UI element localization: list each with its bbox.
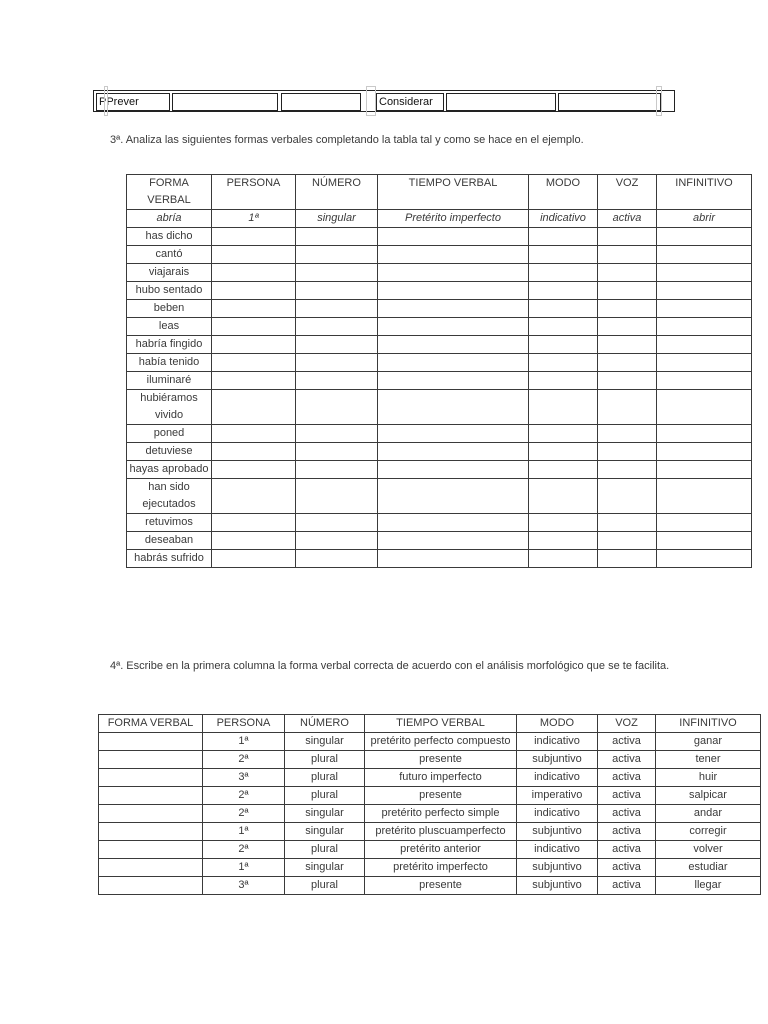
analysis-cell: indicativo	[517, 769, 598, 787]
column-header: NÚMERO	[296, 175, 378, 210]
table-row	[99, 877, 761, 895]
answer-cell[interactable]	[598, 390, 657, 425]
answer-cell[interactable]	[296, 425, 378, 443]
answer-cell[interactable]	[657, 514, 752, 532]
analysis-cell: subjuntivo	[517, 877, 598, 895]
answer-cell[interactable]	[598, 282, 657, 300]
answer-cell[interactable]	[296, 228, 378, 246]
answer-cell[interactable]	[598, 479, 657, 514]
analysis-cell: indicativo	[517, 805, 598, 823]
answer-cell[interactable]	[529, 246, 598, 264]
table-row	[127, 246, 752, 264]
answer-cell[interactable]	[296, 372, 378, 390]
analysis-cell: activa	[598, 823, 656, 841]
analysis-cell: pretérito pluscuamperfecto	[365, 823, 517, 841]
analysis-cell: indicativo	[517, 841, 598, 859]
table-row	[99, 823, 761, 841]
column-header: VOZ	[598, 715, 656, 733]
answer-cell[interactable]	[212, 318, 296, 336]
analysis-cell: plural	[285, 787, 365, 805]
answer-cell[interactable]	[212, 443, 296, 461]
exercise-4-instruction: 4ª. Escribe en la primera columna la forma verbal correcta de acuerdo con el análisis morfológico que se te facilita.	[110, 660, 670, 672]
analysis-cell: plural	[285, 877, 365, 895]
prever-box[interactable]	[96, 93, 170, 111]
answer-cell[interactable]	[598, 336, 657, 354]
analysis-cell: 1ª	[203, 733, 285, 751]
answer-cell[interactable]	[212, 390, 296, 425]
verb-form-cell: hubo sentado	[127, 282, 212, 300]
verb-form-answer-cell[interactable]	[99, 769, 203, 787]
table-row	[127, 300, 752, 318]
answer-cell[interactable]	[529, 264, 598, 282]
answer-cell[interactable]	[598, 300, 657, 318]
analysis-cell: subjuntivo	[517, 823, 598, 841]
answer-cell[interactable]	[598, 318, 657, 336]
column-header: PERSONA	[203, 715, 285, 733]
answer-cell[interactable]	[296, 532, 378, 550]
answer-cell[interactable]	[212, 425, 296, 443]
prever-answer-box-1[interactable]	[172, 93, 278, 111]
analysis-cell: 1ª	[203, 859, 285, 877]
verb-form-answer-cell[interactable]	[99, 823, 203, 841]
table-row	[127, 550, 752, 568]
analysis-cell: 1ª	[203, 823, 285, 841]
verb-form-cell: poned	[127, 425, 212, 443]
answer-cell[interactable]	[212, 228, 296, 246]
verb-form-cell: cantó	[127, 246, 212, 264]
analysis-cell: activa	[598, 769, 656, 787]
table-row	[99, 733, 761, 751]
answer-cell[interactable]	[529, 390, 598, 425]
table-row	[127, 532, 752, 550]
exercise-4-table	[98, 714, 761, 895]
answer-cell[interactable]	[657, 300, 752, 318]
answer-cell[interactable]	[657, 461, 752, 479]
example-cell: singular	[296, 210, 378, 228]
verb-form-cell: abría	[127, 210, 212, 228]
answer-cell[interactable]	[296, 461, 378, 479]
analysis-cell: estudiar	[656, 859, 761, 877]
analysis-cell: huir	[656, 769, 761, 787]
answer-cell[interactable]	[296, 300, 378, 318]
verb-form-cell: leas	[127, 318, 212, 336]
analysis-cell: corregir	[656, 823, 761, 841]
answer-cell[interactable]	[529, 532, 598, 550]
analysis-cell: singular	[285, 733, 365, 751]
analysis-cell: plural	[285, 769, 365, 787]
table-row	[127, 461, 752, 479]
answer-cell[interactable]	[378, 246, 529, 264]
considerar-answer-box-2[interactable]	[558, 93, 661, 111]
answer-cell[interactable]	[657, 264, 752, 282]
answer-cell[interactable]	[598, 246, 657, 264]
analysis-cell: ganar	[656, 733, 761, 751]
analysis-cell: subjuntivo	[517, 751, 598, 769]
analysis-cell: activa	[598, 805, 656, 823]
answer-cell[interactable]	[296, 390, 378, 425]
verb-form-cell: deseaban	[127, 532, 212, 550]
verb-form-cell: hayas aprobado	[127, 461, 212, 479]
answer-cell[interactable]	[657, 246, 752, 264]
answer-cell[interactable]	[378, 264, 529, 282]
answer-cell[interactable]	[378, 300, 529, 318]
column-header: INFINITIVO	[657, 175, 752, 210]
answer-cell[interactable]	[378, 318, 529, 336]
column-header: INFINITIVO	[656, 715, 761, 733]
example-row	[127, 210, 752, 228]
verb-form-cell: hubiéramos vivido	[127, 390, 212, 425]
analysis-cell: 2ª	[203, 787, 285, 805]
table-row	[127, 282, 752, 300]
answer-cell[interactable]	[378, 443, 529, 461]
answer-cell[interactable]	[598, 550, 657, 568]
table-row	[127, 425, 752, 443]
table-row	[99, 769, 761, 787]
analysis-cell: pretérito anterior	[365, 841, 517, 859]
table-row	[127, 479, 752, 514]
analysis-cell: 2ª	[203, 841, 285, 859]
answer-cell[interactable]	[212, 354, 296, 372]
verb-form-answer-cell[interactable]	[99, 733, 203, 751]
answer-cell[interactable]	[657, 318, 752, 336]
answer-cell[interactable]	[529, 300, 598, 318]
answer-cell[interactable]	[378, 282, 529, 300]
analysis-cell: activa	[598, 841, 656, 859]
analysis-cell: subjuntivo	[517, 859, 598, 877]
analysis-cell: presente	[365, 787, 517, 805]
answer-cell[interactable]	[657, 354, 752, 372]
top-answer-row	[93, 90, 675, 112]
answer-cell[interactable]	[529, 336, 598, 354]
answer-cell[interactable]	[598, 264, 657, 282]
prever-answer-box-2[interactable]	[281, 93, 361, 111]
answer-cell[interactable]	[529, 550, 598, 568]
answer-cell[interactable]	[657, 372, 752, 390]
answer-cell[interactable]	[529, 514, 598, 532]
table-row	[127, 390, 752, 425]
answer-cell[interactable]	[378, 550, 529, 568]
table-row	[127, 354, 752, 372]
table-row	[127, 228, 752, 246]
verb-form-cell: viajarais	[127, 264, 212, 282]
answer-cell[interactable]	[378, 479, 529, 514]
verb-form-cell: han sido ejecutados	[127, 479, 212, 514]
analysis-cell: activa	[598, 787, 656, 805]
table-row	[127, 372, 752, 390]
answer-cell[interactable]	[529, 318, 598, 336]
verb-form-answer-cell[interactable]	[99, 787, 203, 805]
answer-cell[interactable]	[212, 514, 296, 532]
analysis-cell: pretérito imperfecto	[365, 859, 517, 877]
analysis-cell: 3ª	[203, 877, 285, 895]
example-cell: indicativo	[529, 210, 598, 228]
answer-cell[interactable]	[657, 479, 752, 514]
answer-cell[interactable]	[378, 532, 529, 550]
answer-cell[interactable]	[378, 372, 529, 390]
answer-cell[interactable]	[378, 354, 529, 372]
column-header: VOZ	[598, 175, 657, 210]
answer-cell[interactable]	[212, 300, 296, 318]
answer-cell[interactable]	[212, 336, 296, 354]
exercise-3-table	[126, 174, 752, 568]
answer-cell[interactable]	[296, 354, 378, 372]
table-row	[127, 514, 752, 532]
answer-cell[interactable]	[598, 443, 657, 461]
answer-cell[interactable]	[529, 479, 598, 514]
answer-cell[interactable]	[212, 246, 296, 264]
analysis-cell: andar	[656, 805, 761, 823]
column-header: MODO	[529, 175, 598, 210]
analysis-cell: singular	[285, 859, 365, 877]
verb-form-cell: había tenido	[127, 354, 212, 372]
analysis-cell: llegar	[656, 877, 761, 895]
answer-cell[interactable]	[212, 532, 296, 550]
answer-cell[interactable]	[378, 390, 529, 425]
example-cell: activa	[598, 210, 657, 228]
answer-cell[interactable]	[657, 282, 752, 300]
column-header: PERSONA	[212, 175, 296, 210]
answer-cell[interactable]	[296, 336, 378, 354]
table-row	[99, 805, 761, 823]
table-row	[99, 841, 761, 859]
analysis-cell: 2ª	[203, 751, 285, 769]
verb-form-cell: habrás sufrido	[127, 550, 212, 568]
analysis-cell: futuro imperfecto	[365, 769, 517, 787]
answer-cell[interactable]	[598, 532, 657, 550]
verb-form-answer-cell[interactable]	[99, 841, 203, 859]
example-cell: 1ª	[212, 210, 296, 228]
answer-cell[interactable]	[529, 282, 598, 300]
answer-cell[interactable]	[529, 372, 598, 390]
answer-cell[interactable]	[212, 282, 296, 300]
exercise-3-instruction: 3ª. Analiza las siguientes formas verbales completando la tabla tal y como se hace en el ejemplo.	[110, 134, 584, 146]
column-header: NÚMERO	[285, 715, 365, 733]
answer-cell[interactable]	[598, 228, 657, 246]
analysis-cell: activa	[598, 751, 656, 769]
answer-cell[interactable]	[657, 443, 752, 461]
answer-cell[interactable]	[212, 264, 296, 282]
analysis-cell: indicativo	[517, 733, 598, 751]
analysis-cell: plural	[285, 841, 365, 859]
answer-cell[interactable]	[598, 461, 657, 479]
considerar-box[interactable]	[376, 93, 444, 111]
column-header: FORMA VERBAL	[127, 175, 212, 210]
answer-cell[interactable]	[529, 228, 598, 246]
answer-cell[interactable]	[657, 390, 752, 425]
verb-form-answer-cell[interactable]	[99, 859, 203, 877]
verb-form-answer-cell[interactable]	[99, 805, 203, 823]
answer-cell[interactable]	[378, 461, 529, 479]
answer-cell[interactable]	[657, 425, 752, 443]
analysis-cell: presente	[365, 751, 517, 769]
considerar-label: Considerar	[379, 96, 433, 108]
header-row	[99, 715, 761, 733]
answer-cell[interactable]	[598, 425, 657, 443]
answer-cell[interactable]	[296, 246, 378, 264]
analysis-cell: presente	[365, 877, 517, 895]
answer-cell[interactable]	[657, 532, 752, 550]
example-cell: abrir	[657, 210, 752, 228]
verb-form-cell: iluminaré	[127, 372, 212, 390]
verb-form-answer-cell[interactable]	[99, 877, 203, 895]
prever-prefix: P	[99, 96, 107, 108]
answer-cell[interactable]	[378, 514, 529, 532]
answer-cell[interactable]	[598, 354, 657, 372]
considerar-answer-box-1[interactable]	[446, 93, 556, 111]
analysis-cell: 2ª	[203, 805, 285, 823]
analysis-cell: tener	[656, 751, 761, 769]
table-row	[127, 443, 752, 461]
analysis-cell: activa	[598, 877, 656, 895]
example-cell: Pretérito imperfecto	[378, 210, 529, 228]
verb-form-cell: habría fingido	[127, 336, 212, 354]
analysis-cell: singular	[285, 805, 365, 823]
answer-cell[interactable]	[296, 514, 378, 532]
column-header: FORMA VERBAL	[99, 715, 203, 733]
answer-cell[interactable]	[212, 461, 296, 479]
table-row	[127, 318, 752, 336]
analysis-cell: plural	[285, 751, 365, 769]
verb-form-cell: has dicho	[127, 228, 212, 246]
analysis-cell: pretérito perfecto simple	[365, 805, 517, 823]
answer-cell[interactable]	[529, 443, 598, 461]
column-header: MODO	[517, 715, 598, 733]
answer-cell[interactable]	[212, 550, 296, 568]
answer-cell[interactable]	[598, 372, 657, 390]
answer-cell[interactable]	[378, 336, 529, 354]
table-row	[99, 751, 761, 769]
column-header: TIEMPO VERBAL	[378, 175, 529, 210]
answer-cell[interactable]	[296, 282, 378, 300]
answer-cell[interactable]	[296, 318, 378, 336]
verb-form-cell: beben	[127, 300, 212, 318]
column-header: TIEMPO VERBAL	[365, 715, 517, 733]
answer-cell[interactable]	[296, 264, 378, 282]
answer-cell[interactable]	[657, 228, 752, 246]
analysis-cell: activa	[598, 859, 656, 877]
answer-cell[interactable]	[296, 443, 378, 461]
table-row	[127, 264, 752, 282]
analysis-cell: singular	[285, 823, 365, 841]
answer-cell[interactable]	[378, 425, 529, 443]
answer-cell[interactable]	[657, 550, 752, 568]
header-row	[127, 175, 752, 210]
analysis-cell: volver	[656, 841, 761, 859]
answer-cell[interactable]	[296, 479, 378, 514]
verb-form-cell: retuvimos	[127, 514, 212, 532]
analysis-cell: salpicar	[656, 787, 761, 805]
answer-cell[interactable]	[378, 228, 529, 246]
verb-form-answer-cell[interactable]	[99, 751, 203, 769]
answer-cell[interactable]	[529, 354, 598, 372]
answer-cell[interactable]	[212, 372, 296, 390]
answer-cell[interactable]	[529, 461, 598, 479]
table-row	[127, 336, 752, 354]
table-row	[99, 859, 761, 877]
answer-cell[interactable]	[657, 336, 752, 354]
answer-cell[interactable]	[598, 514, 657, 532]
answer-cell[interactable]	[296, 550, 378, 568]
analysis-cell: imperativo	[517, 787, 598, 805]
analysis-cell: pretérito perfecto compuesto	[365, 733, 517, 751]
answer-cell[interactable]	[212, 479, 296, 514]
prever-label: Prever	[106, 96, 139, 108]
analysis-cell: 3ª	[203, 769, 285, 787]
answer-cell[interactable]	[529, 425, 598, 443]
analysis-cell: activa	[598, 733, 656, 751]
table-row	[99, 787, 761, 805]
verb-form-cell: detuviese	[127, 443, 212, 461]
